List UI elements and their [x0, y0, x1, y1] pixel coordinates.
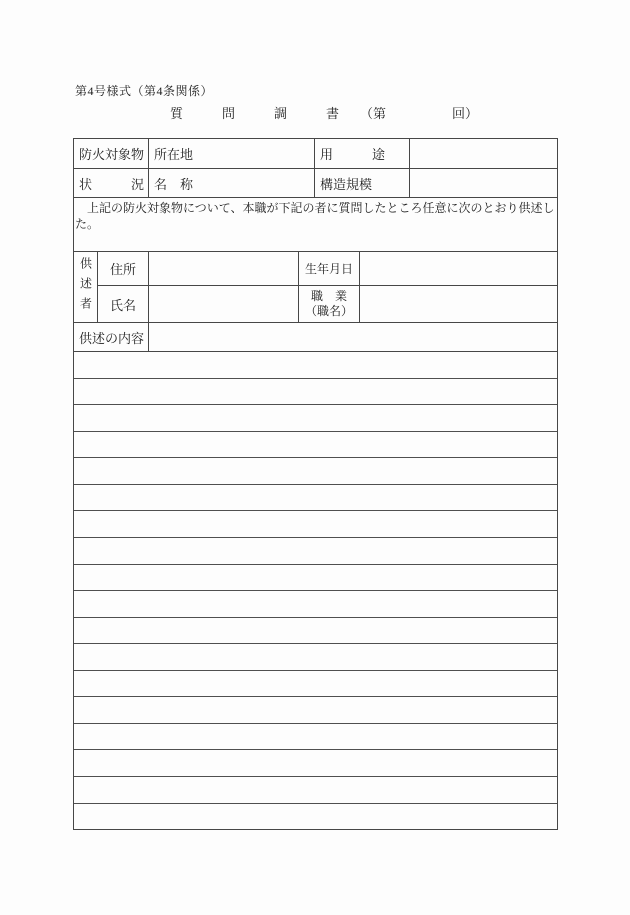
birthdate-label: 生年月日 — [299, 252, 360, 285]
statement-blank-line — [74, 379, 557, 406]
declarant-group-label: 供述者 — [78, 257, 93, 317]
form-number: 第4号様式（第4条関係） — [75, 84, 214, 98]
row-declarant-address — [98, 252, 557, 286]
name-label-declarant: 氏名 — [98, 286, 149, 322]
declarant-group-cell — [74, 252, 98, 322]
statement-blank-line — [74, 511, 557, 538]
row-fire-object-name — [74, 169, 557, 198]
birthdate-value-cell — [360, 252, 557, 285]
statement-blank-line — [74, 777, 557, 804]
status-group-label: 状 況 — [74, 169, 149, 197]
statement-intro-text: 上記の防火対象物について、本職が下記の者に質問したところ任意に次のとおり供述した。 — [75, 201, 555, 231]
statement-blank-line — [74, 644, 557, 671]
job-value-cell — [360, 286, 557, 322]
address-value-cell — [149, 252, 299, 285]
row-declarant-name — [98, 286, 557, 322]
statement-blank-line — [74, 432, 557, 459]
location-label: 所在地 — [149, 139, 315, 168]
document-title: 質 問 調 書 — [170, 106, 340, 121]
name-label: 名 称 — [149, 169, 315, 197]
form-table — [73, 138, 558, 830]
statement-content-value-cell — [149, 323, 557, 351]
statement-blank-line — [74, 485, 557, 512]
fire-object-group-label: 防火対象物 — [74, 139, 149, 168]
declarant-fields — [98, 252, 557, 322]
statement-blank-line — [74, 750, 557, 777]
use-value-cell — [410, 139, 557, 168]
row-fire-object-location — [74, 139, 557, 169]
structure-value-cell — [410, 169, 557, 197]
name-value-cell — [149, 286, 299, 322]
row-declarant — [74, 252, 557, 323]
title-line — [0, 103, 630, 120]
statement-blank-line — [74, 352, 557, 379]
statement-blank-line — [74, 804, 557, 830]
row-statement-label — [74, 323, 557, 352]
statement-blank-line — [74, 538, 557, 565]
round-label-close: 回） — [452, 106, 479, 121]
job-label-line2: （職名） — [304, 304, 353, 318]
statement-blank-line — [74, 671, 557, 698]
statement-blank-line — [74, 697, 557, 724]
job-label — [299, 286, 360, 322]
statement-content-label: 供述の内容 — [74, 323, 149, 351]
statement-blank-lines — [74, 352, 557, 829]
statement-blank-line — [74, 405, 557, 432]
statement-blank-line — [74, 618, 557, 645]
structure-label: 構造規模 — [315, 169, 410, 197]
address-label: 住所 — [98, 252, 149, 285]
statement-blank-line — [74, 565, 557, 592]
statement-blank-line — [74, 591, 557, 618]
row-intro — [74, 198, 557, 252]
round-label-open: （第 — [360, 106, 387, 121]
job-label-line1: 職 業 — [310, 289, 347, 303]
statement-blank-line — [74, 724, 557, 751]
use-label: 用 途 — [315, 139, 410, 168]
statement-blank-line — [74, 458, 557, 485]
